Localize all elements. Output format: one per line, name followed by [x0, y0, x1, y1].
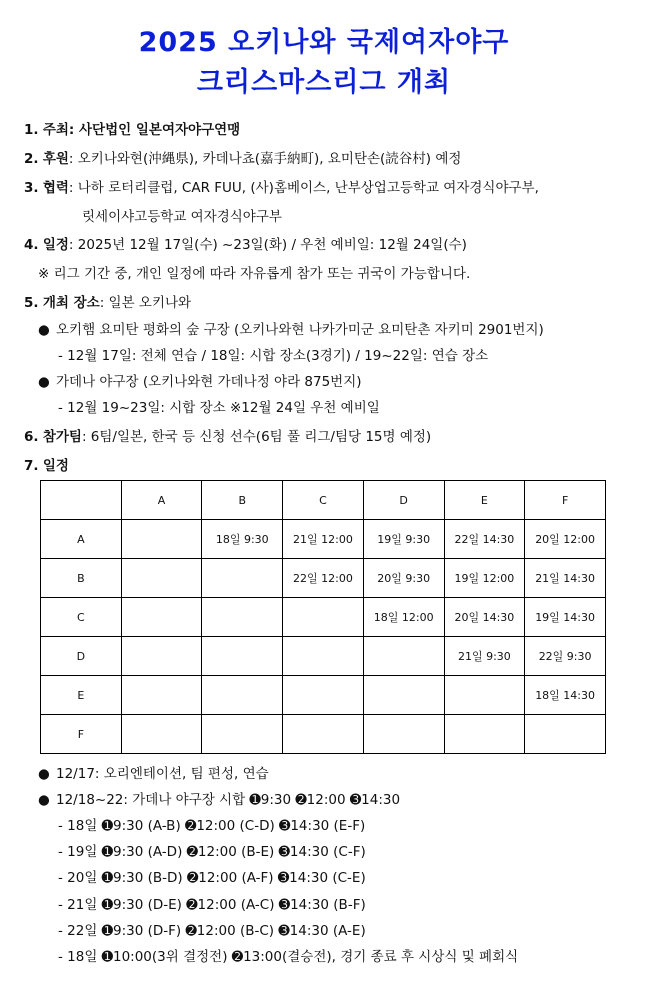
table-cell: 21일 12:00 [283, 520, 364, 559]
table-header-cell: F [525, 481, 606, 520]
bullet-icon: ● [38, 792, 50, 808]
venue-2 [38, 373, 362, 391]
item-number: 7. [24, 458, 39, 474]
item-text: : 일본 오키나와 [99, 295, 192, 311]
table-header-cell [41, 481, 122, 520]
table-cell: 19일 9:30 [363, 520, 444, 559]
day-schedule: - 19일 ➊9:30 (A-D) ➋12:00 (B-E) ➌14:30 (C-F) [58, 844, 366, 860]
table-cell [121, 559, 202, 598]
item-number: 5. [24, 295, 39, 311]
table-cell [202, 676, 283, 715]
item-label: 일정 [42, 237, 69, 253]
table-header-cell: D [363, 481, 444, 520]
table-cell: 21일 14:30 [525, 559, 606, 598]
table-cell [283, 715, 364, 754]
table-cell: 19일 14:30 [525, 598, 606, 637]
venue-2-text: 가데나 야구장 (오키나와현 가데나정 야라 875번지) [56, 374, 362, 390]
day-schedule: - 20일 ➊9:30 (B-D) ➋12:00 (A-F) ➌14:30 (C-E) [58, 870, 366, 886]
item-text: : 6팀/일본, 한국 등 신청 선수(6팀 풀 리그/팀당 15명 예정) [81, 429, 432, 445]
table-cell [283, 598, 364, 637]
table-header-cell: E [444, 481, 525, 520]
table-cell: 20일 14:30 [444, 598, 525, 637]
table-cell [202, 559, 283, 598]
title-line-2: 크리스마스리그 개최 [196, 67, 452, 98]
item-label: 주최: [42, 122, 75, 138]
table-cell: 18일 9:30 [202, 520, 283, 559]
item-coop [24, 179, 539, 197]
day-schedule: - 18일 ➊9:30 (A-B) ➋12:00 (C-D) ➌14:30 (E-F) [58, 818, 366, 834]
table-cell [202, 637, 283, 676]
item-number: 3. [24, 180, 39, 196]
item-host [24, 121, 240, 139]
venue-1 [38, 321, 544, 339]
table-cell: 20일 9:30 [363, 559, 444, 598]
note-2 [38, 791, 400, 809]
note-1-text: 12/17: 오리엔테이션, 팀 편성, 연습 [56, 766, 269, 782]
table-cell [202, 715, 283, 754]
table-cell [121, 676, 202, 715]
table-cell: F [41, 715, 122, 754]
schedule-table [40, 480, 606, 754]
item-text: : 2025년 12월 17일(수) ~23일(화) / 우천 예비일: 12월 24일(수) [68, 237, 467, 253]
table-cell [444, 676, 525, 715]
table-cell: 19일 12:00 [444, 559, 525, 598]
item-coop-cont: 릿세이샤고등학교 여자경식야구부 [82, 209, 282, 225]
table-cell: 22일 12:00 [283, 559, 364, 598]
table-cell [444, 715, 525, 754]
table-cell: 21일 9:30 [444, 637, 525, 676]
item-number: 2. [24, 151, 39, 167]
note-1 [38, 765, 269, 783]
table-cell [525, 715, 606, 754]
table-cell: A [41, 520, 122, 559]
item-label: 개최 장소 [42, 295, 100, 311]
item-number: 4. [24, 237, 39, 253]
table-cell [283, 676, 364, 715]
note-2-text: 12/18~22: 가데나 야구장 시합 ➊9:30 ➋12:00 ➌14:30 [56, 792, 401, 808]
item-text: 사단법인 일본여자야구연맹 [74, 122, 241, 138]
item-label: 일정 [42, 458, 69, 474]
item-text: : 나하 로터리클럽, CAR FUU, (사)홈베이스, 난부상업고등학교 여자경식야구부, [68, 180, 539, 196]
venue-1-text: 오키햄 요미탄 평화의 숲 구장 (오키나와현 나카가미군 요미탄촌 자키미 2901번지) [56, 322, 544, 338]
table-cell [121, 715, 202, 754]
table-cell [121, 520, 202, 559]
item-label: 참가팀 [42, 429, 82, 445]
day-schedule: - 18일 ➊10:00(3위 결정전) ➋13:00(결승전), 경기 종료 후 시상식 및 폐회식 [58, 949, 519, 965]
item-text: : 오키나와현(沖縄県), 카데나쵸(嘉手納町), 요미탄손(読谷村) 예정 [68, 151, 462, 167]
table-row [41, 598, 606, 637]
table-header-cell: C [283, 481, 364, 520]
item-teams [24, 428, 431, 446]
day-schedule: - 22일 ➊9:30 (D-F) ➋12:00 (B-C) ➌14:30 (A-E) [58, 923, 366, 939]
table-cell: 18일 14:30 [525, 676, 606, 715]
table-cell [121, 637, 202, 676]
table-row [41, 559, 606, 598]
item-date-note: ※ 리그 기간 중, 개인 일정에 따라 자유롭게 참가 또는 귀국이 가능합니다. [38, 266, 471, 282]
table-row [41, 715, 606, 754]
item-venue [24, 294, 191, 312]
bullet-icon: ● [38, 322, 50, 338]
table-cell [121, 598, 202, 637]
day-schedule: - 21일 ➊9:30 (D-E) ➋12:00 (A-C) ➌14:30 (B-F) [58, 897, 366, 913]
table-row [41, 520, 606, 559]
bullet-icon: ● [38, 374, 50, 390]
table-cell: E [41, 676, 122, 715]
table-row [41, 676, 606, 715]
table-cell: 22일 14:30 [444, 520, 525, 559]
table-cell [363, 715, 444, 754]
table-cell: 20일 12:00 [525, 520, 606, 559]
table-cell: 22일 9:30 [525, 637, 606, 676]
table-row [41, 637, 606, 676]
table-cell: D [41, 637, 122, 676]
table-cell [363, 676, 444, 715]
table-header-cell: A [121, 481, 202, 520]
bullet-icon: ● [38, 766, 50, 782]
venue-2-detail: - 12월 19~23일: 시합 장소 ※12월 24일 우천 예비일 [58, 400, 380, 416]
item-sponsor [24, 150, 461, 168]
table-cell [283, 637, 364, 676]
item-label: 협력 [42, 180, 69, 196]
table-cell: 18일 12:00 [363, 598, 444, 637]
title-line-1: 2025 오키나와 국제여자야구 [138, 27, 510, 58]
table-cell: C [41, 598, 122, 637]
table-cell: B [41, 559, 122, 598]
table-header-cell: B [202, 481, 283, 520]
venue-1-detail: - 12월 17일: 전체 연습 / 18일: 시합 장소(3경기) / 19~22일: 연습 장소 [58, 348, 489, 364]
table-header-row [41, 481, 606, 520]
item-number: 6. [24, 429, 39, 445]
table-cell [363, 637, 444, 676]
item-number: 1. [24, 122, 39, 138]
item-schedule [24, 457, 69, 475]
item-date [24, 236, 467, 254]
item-label: 후원 [42, 151, 69, 167]
table-cell [202, 598, 283, 637]
